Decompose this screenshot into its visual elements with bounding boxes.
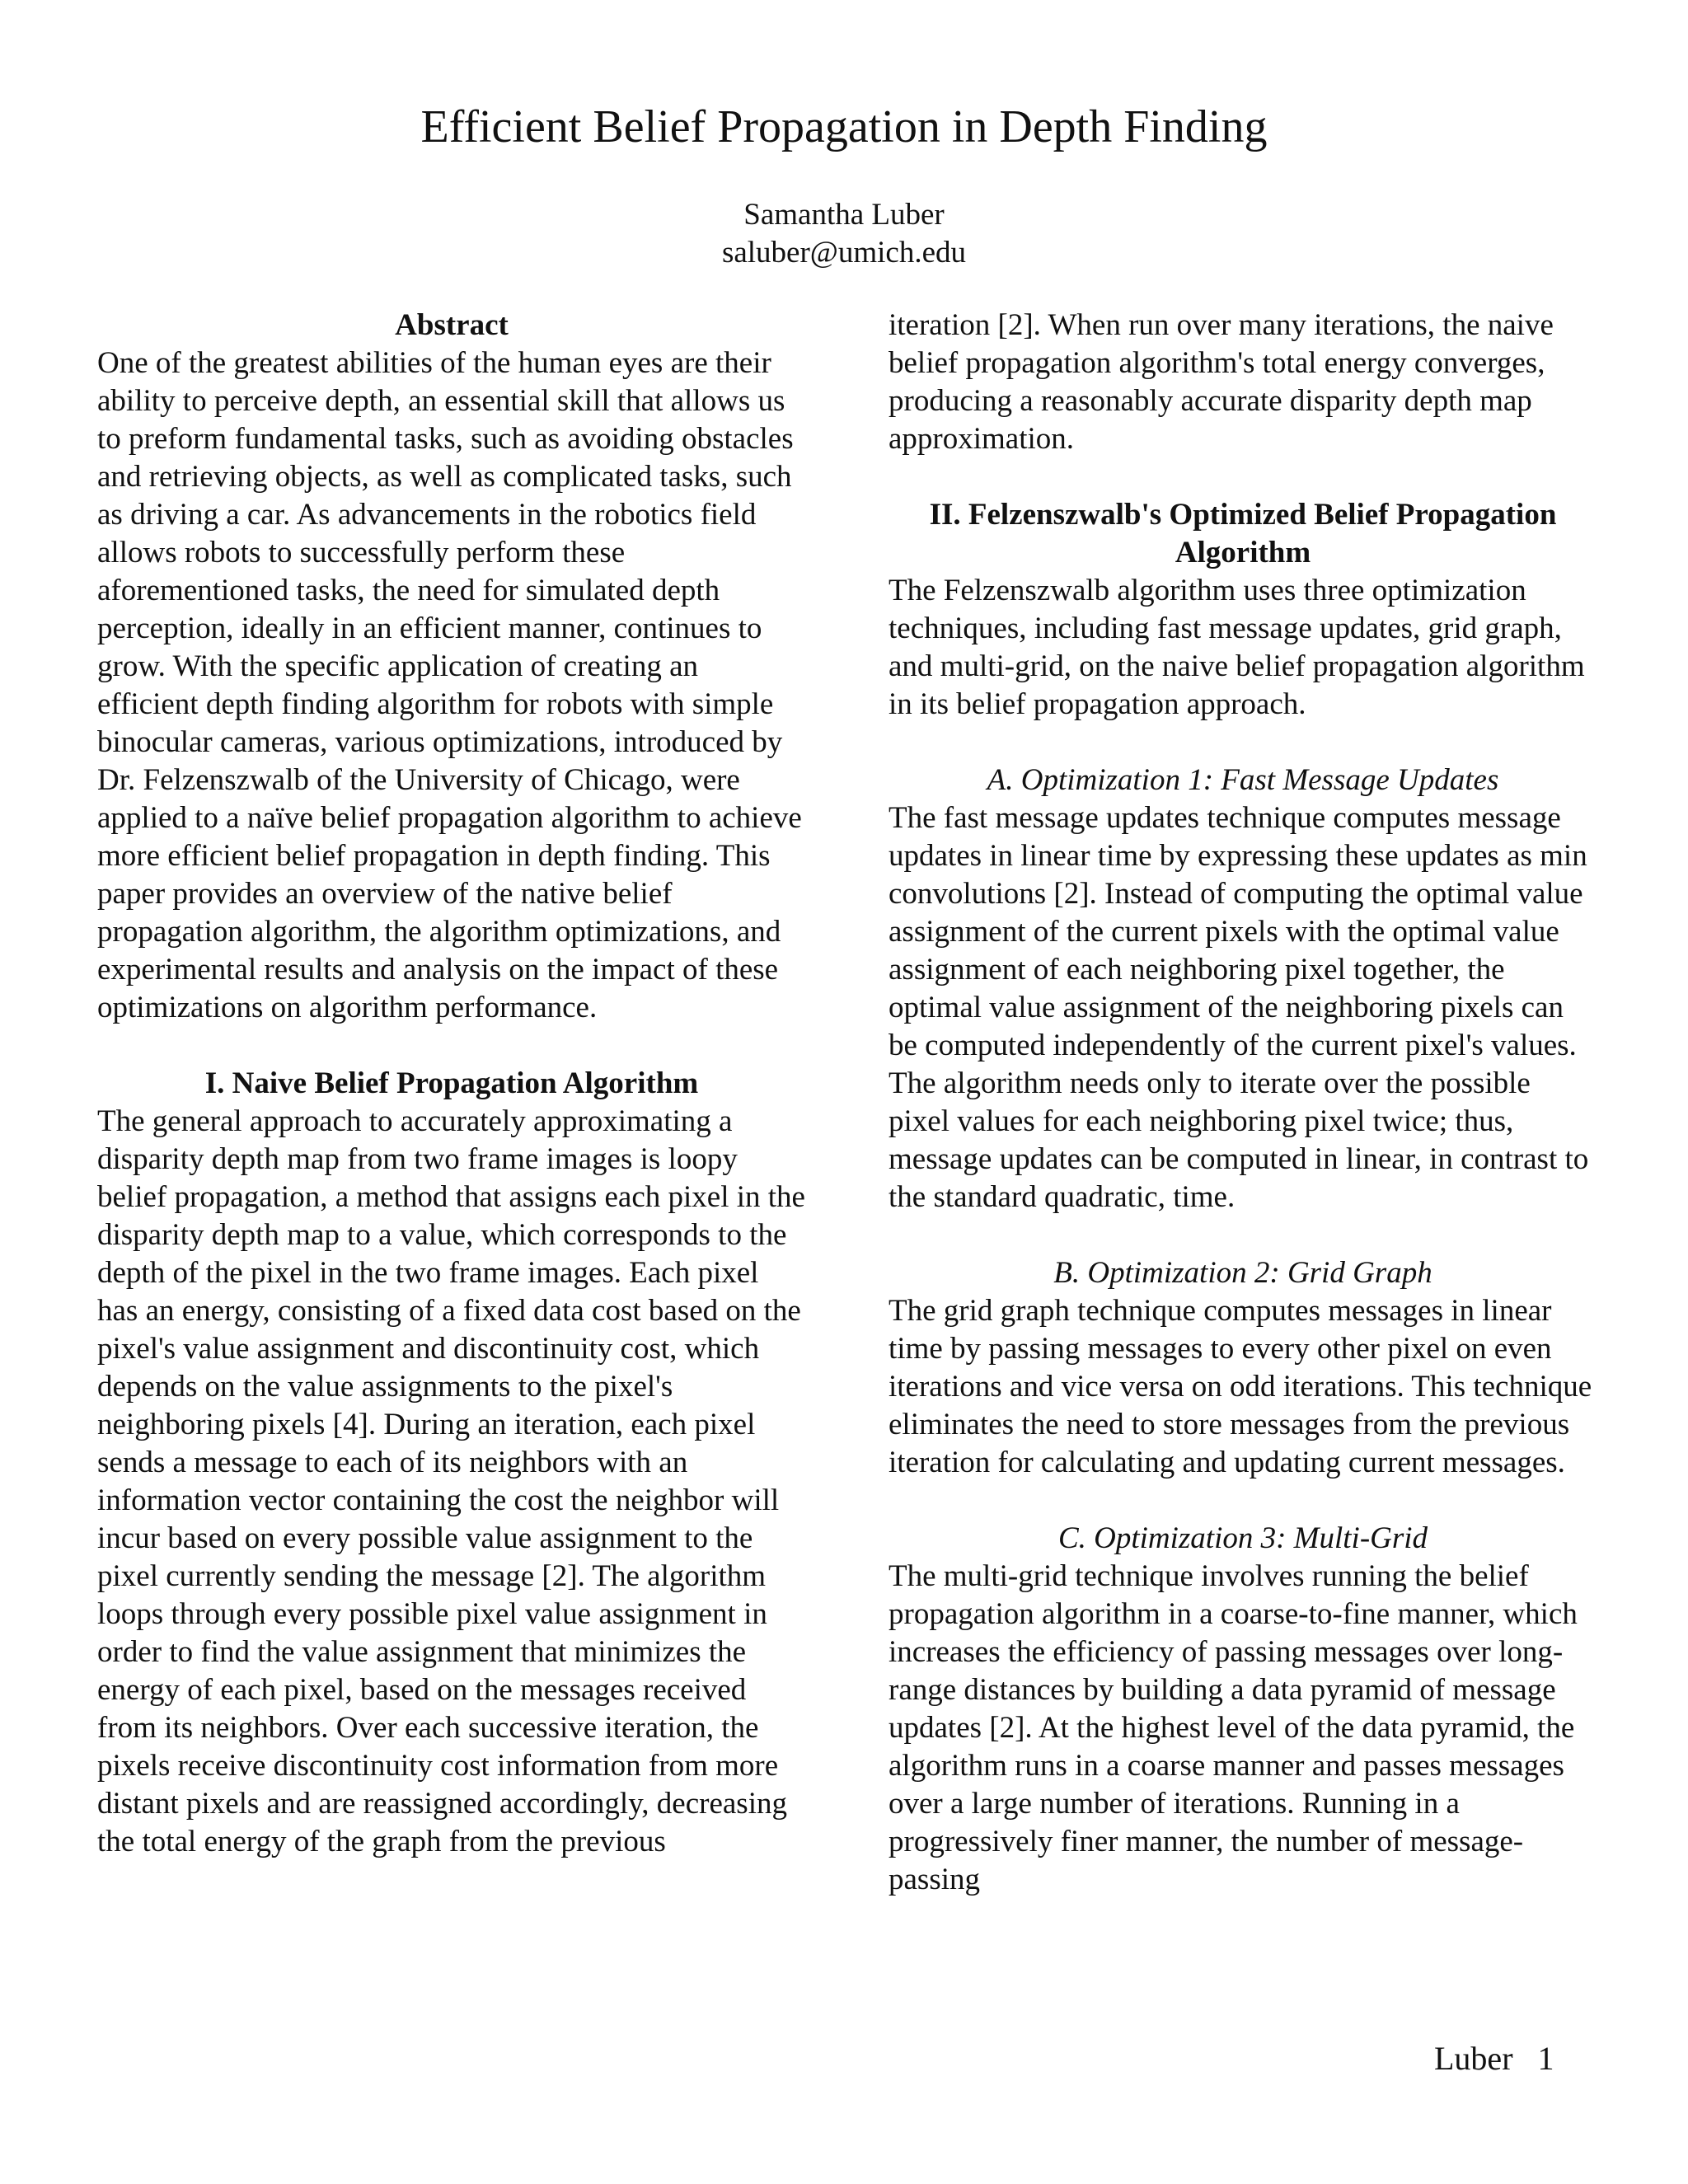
paper-title: Efficient Belief Propagation in Depth Finding — [420, 101, 1268, 152]
author-email: saluber@umich.edu — [721, 236, 967, 269]
abstract-text: One of the greatest abilities of the human eyes are their ability to perceive depth, an essential skill that allows us to preform fundamental tasks, such as avoiding obstacles and retrieving objects, as well as complicated tasks, such as driving a car. As advancements in the robotics field allows robots to successfully perform these aforementioned tasks, the need for simulated depth perception, ideally in an efficient manner, continues to grow. With the specific application of creating an efficient depth finding algorithm for robots with simple binocular cameras, various optimizations, introduced by Dr. Felzenszwalb of the University of Chicago, were applied to a naïve belief propagation algorithm to achieve more efficient belief propagation in depth finding. This paper provides an overview of the native belief propagation algorithm, the algorithm optimizations, and experimental results and analysis on the impact of these optimizations on algorithm performance. — [97, 346, 802, 1024]
section-spacer — [889, 458, 1597, 496]
abstract-heading: Abstract — [395, 308, 509, 342]
subsection-c-heading: C. Optimization 3: Multi-Grid — [1057, 1521, 1428, 1555]
author-name: Samantha Luber — [743, 198, 945, 232]
section-1-continuation-text: iteration [2]. When run over many iterations, the naive belief propagation algorithm's total energy converges, producing a reasonably accurate disparity depth map approximation. — [889, 308, 1554, 456]
section-2-heading: II. Felzenszwalb's Optimized Belief Propagation Algorithm — [929, 498, 1557, 569]
subsection-c-text: The multi-grid technique involves running the belief propagation algorithm in a coarse-to-fine manner, which increases the efficiency of passing messages over long-range distances by building a data pyramid of message updates [2]. At the highest level of the data pyramid, the algorithm runs in a coarse manner and passes messages over a large number of iterations. Running in a progressively finer manner, the number of message-passing — [889, 1559, 1578, 1896]
section-2-text: The Felzenszwalb algorithm uses three optimization techniques, including fast message updates, grid graph, and multi-grid, on the naive belief propagation algorithm in its belief propagation approach. — [889, 574, 1585, 721]
section-spacer — [889, 1216, 1597, 1254]
page-number: 1 — [1537, 2040, 1554, 2077]
section-1-text: The general approach to accurately approximating a disparity depth map from two frame images is loopy belief propagation, a method that assigns each pixel in the disparity depth map to a value, which corresponds to the depth of the pixel in the two frame images. Each pixel has an energy, consisting of a fixed data cost based on the pixel's value assignment and discontinuity cost, which depends on the value assignments to the pixel's neighboring pixels [4]. During an iteration, each pixel sends a message to each of its neighbors with an information vector containing the cost the neighbor will incur based on every possible value assignment to the pixel currently sending the message [2]. The algorithm loops through every possible pixel value assignment in order to find the value assignment that minimizes the energy of each pixel, based on the messages received from its neighbors. Over each successive iteration, the pixels receive discontinuity cost information from more distant pixels and are reassigned accordingly, decreasing the total energy of the graph from the previous — [97, 1104, 805, 1858]
subsection-a-text: The fast message updates technique computes message updates in linear time by expressing these updates as min convolutions [2]. Instead of computing the optimal value assignment of the current pixels with the optimal value assignment of each neighboring pixel together, the optimal value assignment of the neighboring pixels can be computed independently of the current pixel's values. The algorithm needs only to iterate over the possible pixel values for each neighboring pixel twice; thus, message updates can be computed in linear, in contrast to the standard quadratic, time. — [889, 801, 1589, 1214]
subsection-b-text: The grid graph technique computes messages in linear time by passing messages to every other pixel on even iterations and vice versa on odd iterations. This technique eliminates the need to store messages from the previous iteration for calculating and updating current messages. — [889, 1294, 1592, 1479]
running-author: Luber — [1434, 2040, 1513, 2077]
left-column — [97, 307, 806, 1861]
author-block — [0, 196, 1688, 272]
subsection-a-heading: A. Optimization 1: Fast Message Updates — [987, 763, 1499, 797]
page-footer — [1434, 2039, 1554, 2079]
section-spacer — [889, 724, 1597, 762]
right-column — [889, 307, 1597, 1899]
subsection-b-heading: B. Optimization 2: Grid Graph — [1053, 1256, 1432, 1290]
section-spacer — [97, 1027, 806, 1065]
section-spacer — [889, 1482, 1597, 1520]
section-1-heading: I. Naive Belief Propagation Algorithm — [204, 1066, 699, 1100]
